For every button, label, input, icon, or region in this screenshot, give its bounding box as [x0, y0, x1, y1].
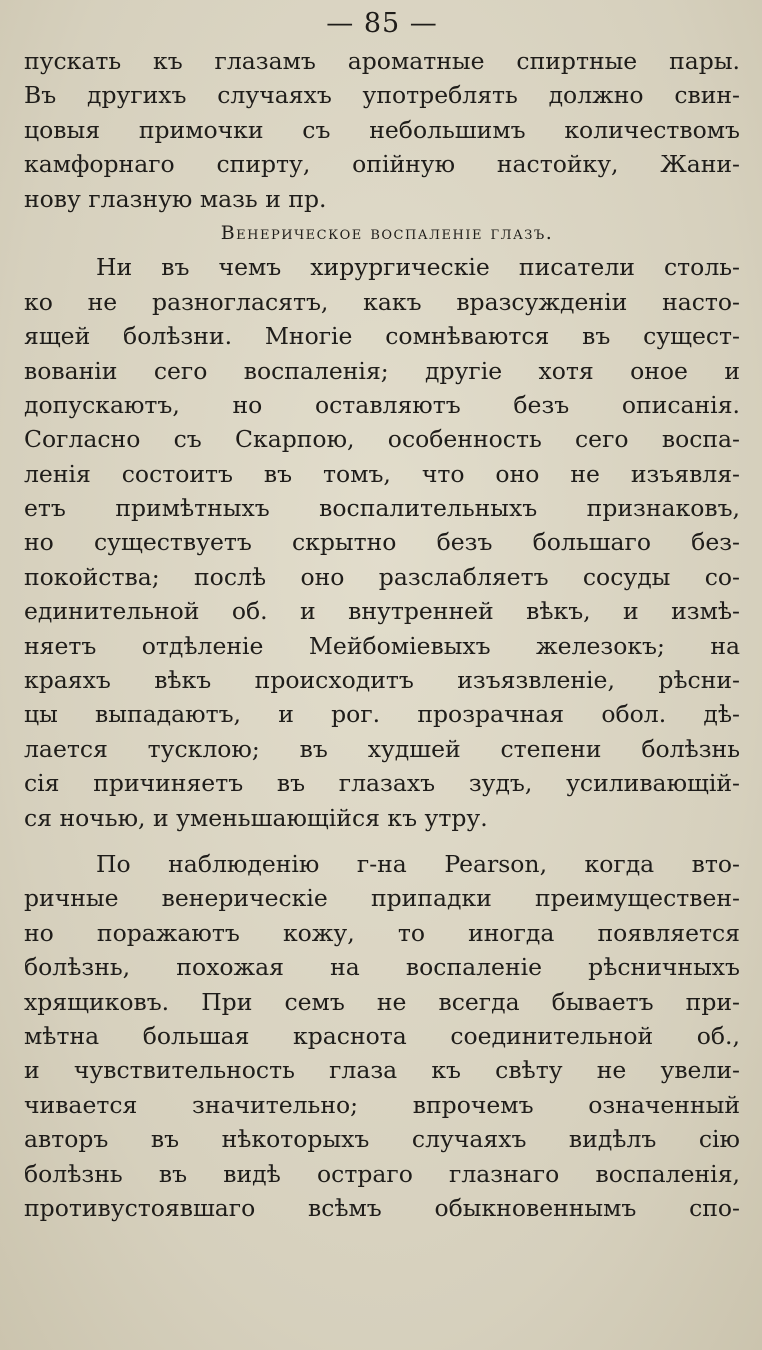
text-line: единительной об. и внутренней вѣкъ, и измѣ- [24, 597, 740, 626]
text-line: ся ночью, и уменьшающійся къ утру. [24, 803, 488, 832]
text-line: краяхъ вѣкъ происходитъ изъязвленіе, рѣсни- [24, 666, 740, 695]
text-line: етъ примѣтныхъ воспалительныхъ признаковъ, [24, 494, 740, 523]
text-line: хрящиковъ. При семъ не всегда бываетъ при- [24, 987, 740, 1016]
text-line: камфорнаго спирту, опійную настойку, Жани- [24, 150, 740, 179]
text-line: и чувствительность глаза къ свѣту не увели- [24, 1056, 740, 1085]
text-line: ричные венерическіе припадки преимуществен- [24, 884, 740, 913]
text-line: мѣтна большая краснота соединительной об., [24, 1021, 740, 1050]
paragraph-1 [24, 44, 740, 216]
page-number: — 85 — [326, 8, 438, 39]
text-line: цовыя примочки съ небольшимъ количествомъ [24, 115, 740, 144]
text-line: По наблюденію г-на Pearson, когда вто- [96, 849, 740, 878]
text-line: Ни въ чемъ хирургическіе писатели столь- [96, 253, 740, 282]
section-heading: Венерическое воспаленіе глазъ. [220, 221, 554, 244]
text-line: цы выпадаютъ, и рог. прозрачная обол. дѣ- [24, 700, 740, 729]
text-line: сія причиняетъ въ глазахъ зудъ, усиливающій- [24, 769, 740, 798]
text-line: болѣзнь, похожая на воспаленіе рѣсничныхъ [24, 953, 740, 982]
text-line: Въ другихъ случаяхъ употреблять должно свин- [24, 81, 740, 110]
text-line: няетъ отдѣленіе Мейбоміевыхъ железокъ; на [24, 631, 740, 660]
text-line: противустоявшаго всѣмъ обыкновеннымъ спо- [24, 1193, 740, 1222]
text-line: Согласно съ Скарпою, особенность сего воспа- [24, 425, 740, 454]
text-line: пускать къ глазамъ ароматные спиртные пары. [24, 47, 740, 75]
text-line: болѣзнь въ видѣ остраго глазнаго воспаленія, [24, 1159, 740, 1188]
text-line: допускаютъ, но оставляютъ безъ описанія. [24, 390, 740, 419]
text-line: лается тусклою; въ худшей степени болѣзнь [24, 734, 740, 763]
text-line: вованіи сего воспаленія; другіе хотя оное и [24, 356, 740, 385]
text-line: ленія состоитъ въ томъ, что оно не изъявля- [24, 459, 740, 488]
paragraph-2 [24, 250, 740, 835]
text-line: но поражаютъ кожу, то иногда появляется [24, 918, 740, 947]
text-line: покойства; послѣ оно разслабляетъ сосуды со- [24, 562, 740, 591]
text-line: авторъ въ нѣкоторыхъ случаяхъ видѣлъ сію [24, 1125, 740, 1154]
text-line: чивается значительно; впрочемъ означенный [24, 1090, 740, 1119]
text-line: но существуетъ скрытно безъ большаго без- [24, 528, 740, 557]
paragraph-spacer [24, 835, 740, 847]
text-line: нову глазную мазь и пр. [24, 184, 327, 213]
text-line: ко не разногласятъ, какъ вразсужденіи насто- [24, 287, 740, 316]
text-line: ящей болѣзни. Многіе сомнѣваются въ сущест- [24, 322, 740, 351]
paragraph-3 [24, 847, 740, 1225]
